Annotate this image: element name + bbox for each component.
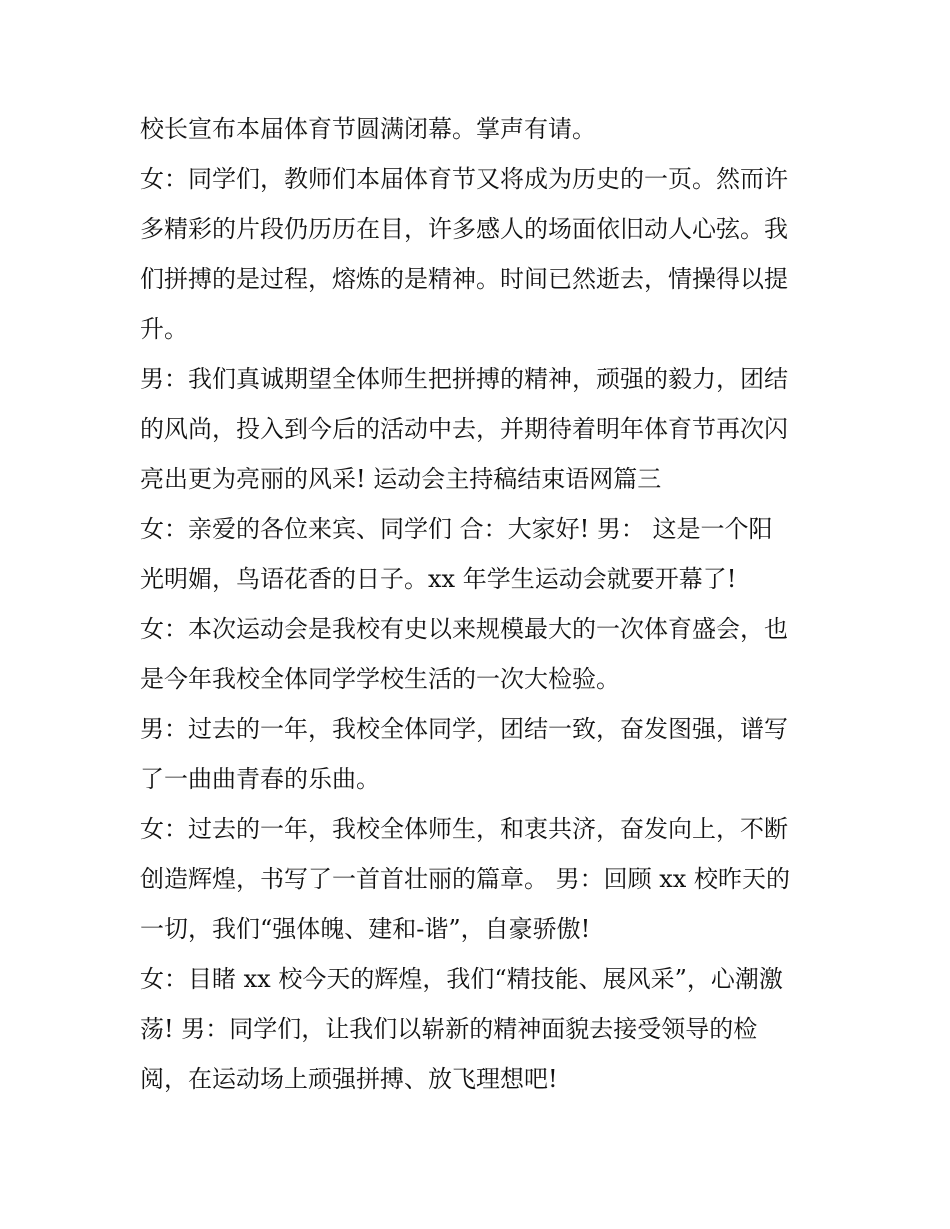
- text-line: 女：本次运动会是我校有史以来规模最大的一次体育盛会，也: [140, 615, 788, 643]
- text-line: 男：过去的一年，我校全体同学，团结一致，奋发图强，谱写: [140, 715, 788, 743]
- text-line: 女：过去的一年，我校全体师生，和衷共济，奋发向上，不断: [140, 815, 788, 843]
- text-line: 创造辉煌，书写了一首首壮丽的篇章。 男：回顾 xx 校昨天的: [140, 865, 790, 893]
- text-line: 女：同学们，教师们本届体育节又将成为历史的一页。然而许: [140, 165, 788, 193]
- text-line: 荡! 男：同学们，让我们以崭新的精神面貌去接受领导的检: [140, 1015, 758, 1043]
- text-line: 多精彩的片段仍历历在目，许多感人的场面依旧动人心弦。我: [140, 215, 788, 243]
- text-line: 亮出更为亮丽的风采! 运动会主持稿结束语网篇三: [140, 465, 662, 493]
- text-line: 升。: [140, 315, 188, 343]
- text-line: 阅，在运动场上顽强拼搏、放飞理想吧!: [140, 1065, 558, 1093]
- text-line: 是今年我校全体同学学校生活的一次大检验。: [140, 665, 620, 693]
- text-line: 一切，我们“强体魄、建和-谐”，自豪骄傲!: [140, 915, 591, 943]
- text-line: 男：我们真诚期望全体师生把拼搏的精神，顽强的毅力，团结: [140, 365, 788, 393]
- text-line: 校长宣布本届体育节圆满闭幕。掌声有请。: [140, 115, 596, 143]
- text-line: 女：亲爱的各位来宾、同学们 合：大家好! 男： 这是一个阳: [140, 515, 773, 543]
- text-line: 女：目睹 xx 校今天的辉煌，我们“精技能、展风采”，心潮激: [140, 965, 783, 993]
- text-line: 的风尚，投入到今后的活动中去，并期待着明年体育节再次闪: [140, 415, 788, 443]
- text-line: 了一曲曲青春的乐曲。: [140, 765, 380, 793]
- text-line: 们拼搏的是过程，熔炼的是精神。时间已然逝去，情操得以提: [140, 265, 788, 293]
- text-line: 光明媚，鸟语花香的日子。xx 年学生运动会就要开幕了!: [140, 565, 737, 593]
